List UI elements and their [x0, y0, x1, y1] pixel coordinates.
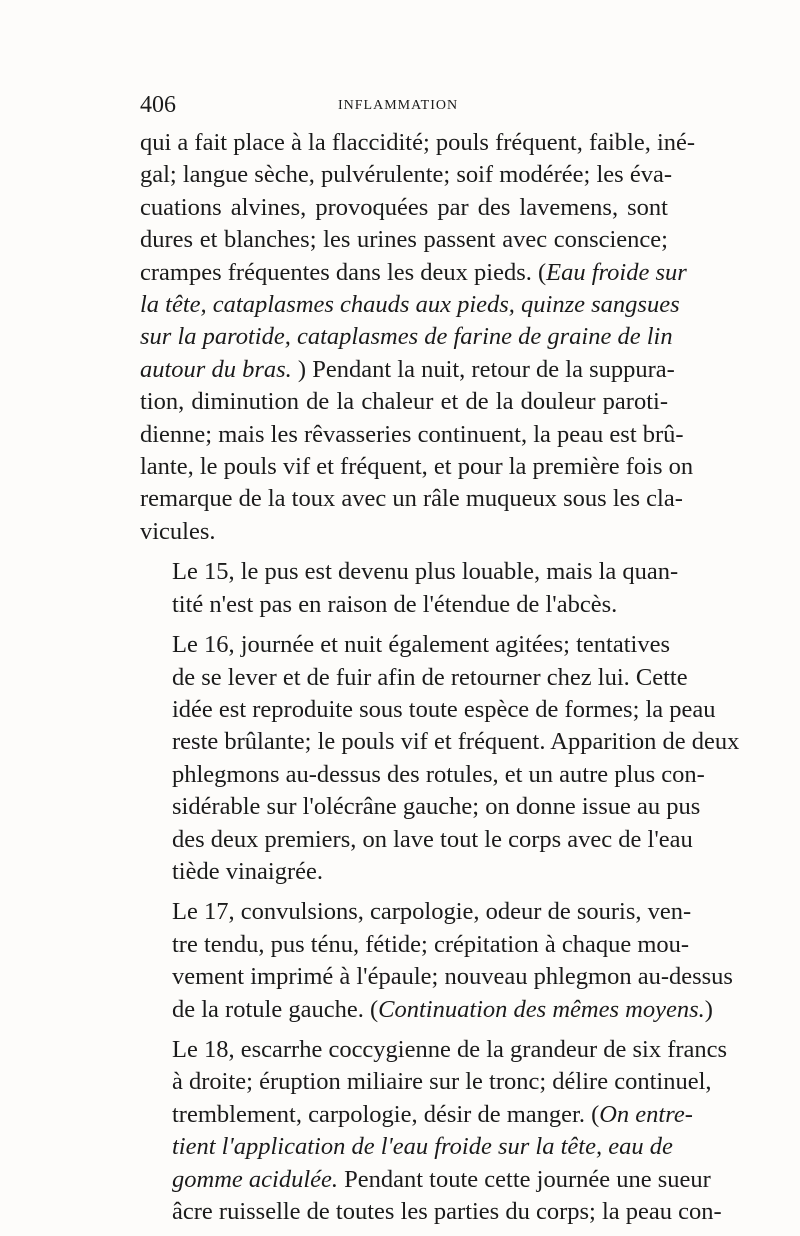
text-segment: )	[704, 995, 713, 1023]
text-segment: âcre ruisselle de toutes les parties du corps; la peau con-	[172, 1198, 722, 1225]
text-segment: tre tendu, pus ténu, fétide; crépitation à chaque mou-	[172, 930, 690, 958]
text-segment: crampes fréquentes dans les deux pieds. (	[140, 258, 547, 286]
text-segment: cuations alvines, provoquées par des lavemens, sont	[140, 193, 668, 221]
text-line	[140, 289, 680, 321]
italic-text: Continuation des mêmes moyens.	[378, 995, 705, 1023]
text-segment: Le 15, le pus est devenu plus louable, mais la quan-	[172, 558, 679, 586]
text-segment: Le 18, escarrhe coccygienne de la grandeur de six francs	[172, 1035, 728, 1063]
text-segment: sidérable sur l'olécrâne gauche; on donne issue au pus	[172, 793, 701, 821]
italic-text: sur la parotide, cataplasmes de farine de graine de lin	[140, 323, 673, 351]
text-line	[140, 1131, 673, 1163]
text-segment: de la rotule gauche. (	[172, 995, 379, 1023]
text-line	[140, 451, 694, 483]
text-segment: qui a fait place à la flaccidité; pouls fréquent, faible, iné-	[140, 129, 696, 156]
text-line	[140, 556, 679, 588]
paragraph	[140, 127, 696, 548]
paragraph	[140, 556, 679, 621]
text-line	[140, 159, 672, 191]
text-segment: tion, diminution de la chaleur et de la douleur paroti-	[140, 388, 668, 416]
text-line	[140, 224, 668, 256]
page-header	[140, 92, 668, 122]
text-line	[140, 419, 684, 451]
text-segment: vement imprimé à l'épaule; nouveau phlegmon au-dessus	[172, 963, 733, 991]
text-line	[140, 516, 668, 548]
text-line	[140, 589, 668, 621]
text-line	[140, 1099, 693, 1131]
text-line	[140, 726, 740, 758]
italic-text: tient l'application de l'eau froide sur la tête, eau de	[172, 1133, 673, 1161]
italic-text: Eau froide sur	[546, 258, 687, 286]
paragraph	[140, 1034, 728, 1228]
text-segment: dienne; mais les rêvasseries continuent, la peau est brû-	[140, 420, 684, 448]
text-segment: Le 16, journée et nuit également agitées; tentatives	[172, 631, 670, 659]
italic-text: autour du bras.	[140, 355, 292, 383]
text-segment: ) Pendant la nuit, retour de la suppura-	[291, 355, 675, 383]
text-segment: à droite; éruption miliaire sur le tronc; délire continuel,	[172, 1068, 712, 1096]
text-segment: tremblement, carpologie, désir de manger. (	[172, 1100, 600, 1128]
text-line	[140, 929, 690, 961]
body-text	[140, 127, 740, 1236]
text-segment: reste brûlante; le pouls vif et fréquent. Apparition de deux	[172, 728, 740, 756]
text-line	[140, 759, 705, 791]
text-line	[140, 257, 687, 289]
text-segment: phlegmons au-dessus des rotules, et un autre plus con-	[172, 760, 705, 788]
text-segment: tité n'est pas en raison de l'étendue de l'abcès.	[172, 590, 618, 618]
paragraph	[140, 896, 733, 1026]
text-line	[140, 1196, 722, 1228]
text-line	[140, 321, 673, 353]
text-segment: gal; langue sèche, pulvérulente; soif modérée; les éva-	[140, 161, 672, 189]
page-number: 406	[140, 92, 176, 118]
text-segment: lante, le pouls vif et fréquent, et pour la première fois on	[140, 453, 694, 481]
text-line	[140, 791, 701, 823]
text-line	[140, 483, 683, 515]
text-segment: vicules.	[140, 517, 216, 545]
text-segment: tiède vinaigrée.	[172, 857, 324, 885]
italic-text: On entre-	[599, 1100, 693, 1128]
text-line	[140, 1066, 712, 1098]
text-segment: de se lever et de fuir afin de retourner chez lui. Cette	[172, 663, 688, 691]
text-line	[140, 896, 692, 928]
text-line	[140, 856, 668, 888]
text-line	[140, 192, 668, 224]
text-line	[140, 1164, 711, 1196]
text-line	[140, 694, 716, 726]
italic-text: gomme acidulée.	[172, 1165, 338, 1193]
text-line	[140, 662, 688, 694]
running-title: INFLAMMATION	[338, 98, 459, 113]
text-line	[140, 127, 696, 159]
text-segment: Le 17, convulsions, carpologie, odeur de souris, ven-	[172, 898, 692, 926]
text-segment: Pendant toute cette journée une sueur	[338, 1165, 711, 1193]
text-line	[140, 386, 668, 418]
text-segment: idée est reproduite sous toute espèce de formes; la peau	[172, 695, 716, 723]
text-line	[140, 629, 668, 661]
text-segment: dures et blanches; les urines passent avec conscience;	[140, 226, 668, 254]
italic-text: la tête, cataplasmes chauds aux pieds, quinze sangsues	[140, 291, 680, 319]
text-line	[140, 994, 713, 1026]
text-line	[140, 824, 693, 856]
text-line	[140, 354, 675, 386]
text-line	[140, 1034, 728, 1066]
text-segment: des deux premiers, on lave tout le corps avec de l'eau	[172, 825, 693, 853]
paragraph	[140, 629, 740, 888]
text-segment: remarque de la toux avec un râle muqueux sous les cla-	[140, 485, 683, 513]
text-line	[140, 961, 733, 993]
